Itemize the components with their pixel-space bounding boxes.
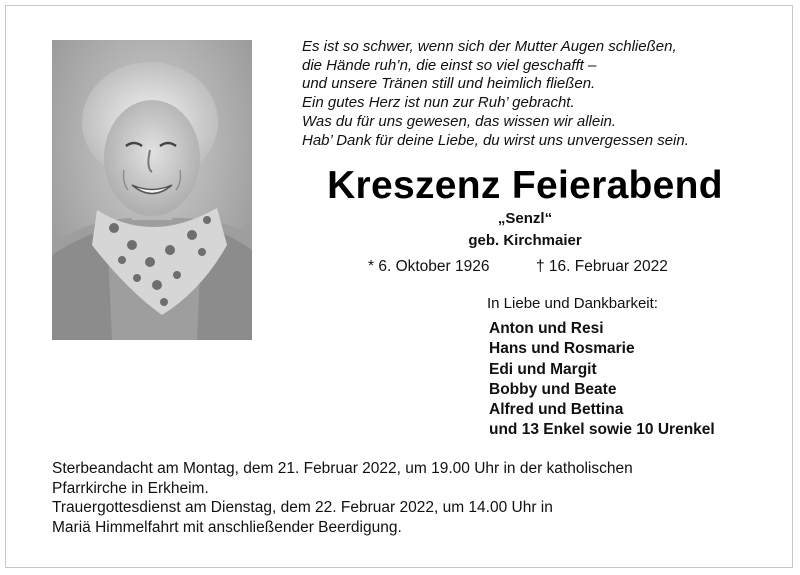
service-line: Trauergottesdienst am Dienstag, dem 22. Februar 2022, um 14.00 Uhr in (52, 499, 553, 516)
poem-line: und unsere Tränen still und heimlich fließen. (302, 75, 596, 93)
service-line: Pfarrkirche in Erkheim. (52, 479, 209, 497)
deceased-nickname: „Senzl“ (497, 210, 553, 227)
family-intro: In Liebe und Dankbarkeit: (487, 295, 658, 312)
deceased-name: Kreszenz Feierabend (327, 164, 723, 207)
death-date: † 16. Februar 2022 (536, 258, 668, 275)
service-info (52, 459, 772, 537)
family-member: Hans und Rosmarie (489, 340, 635, 358)
family-list (489, 319, 715, 441)
memorial-poem (302, 38, 772, 150)
poem-line: Was du für uns gewesen, das wissen wir allein. (302, 112, 617, 130)
poem-line: Ein gutes Herz ist nun zur Ruh’ gebracht. (302, 94, 575, 112)
birth-date: * 6. Oktober 1926 (368, 258, 490, 275)
service-line: Sterbeandacht am Montag, dem 21. Februar 2022, um 19.00 Uhr in der katholischen (52, 460, 633, 477)
family-member: Anton und Resi (489, 320, 604, 337)
poem-line: die Hände ruh’n, die einst so viel geschafft – (302, 56, 597, 74)
service-line: Mariä Himmelfahrt mit anschließender Beerdigung. (52, 518, 402, 536)
family-member: Bobby und Beate (489, 380, 617, 398)
family-member: und 13 Enkel sowie 10 Urenkel (489, 421, 715, 439)
family-member: Alfred und Bettina (489, 401, 624, 419)
poem-line: Hab’ Dank für deine Liebe, du wirst uns unvergessen sein. (302, 131, 689, 149)
family-member: Edi und Margit (489, 360, 597, 378)
poem-line: Es ist so schwer, wenn sich der Mutter Augen schließen, (302, 38, 677, 55)
deceased-birth-name: geb. Kirchmaier (468, 232, 582, 249)
portrait-photo (52, 40, 252, 340)
